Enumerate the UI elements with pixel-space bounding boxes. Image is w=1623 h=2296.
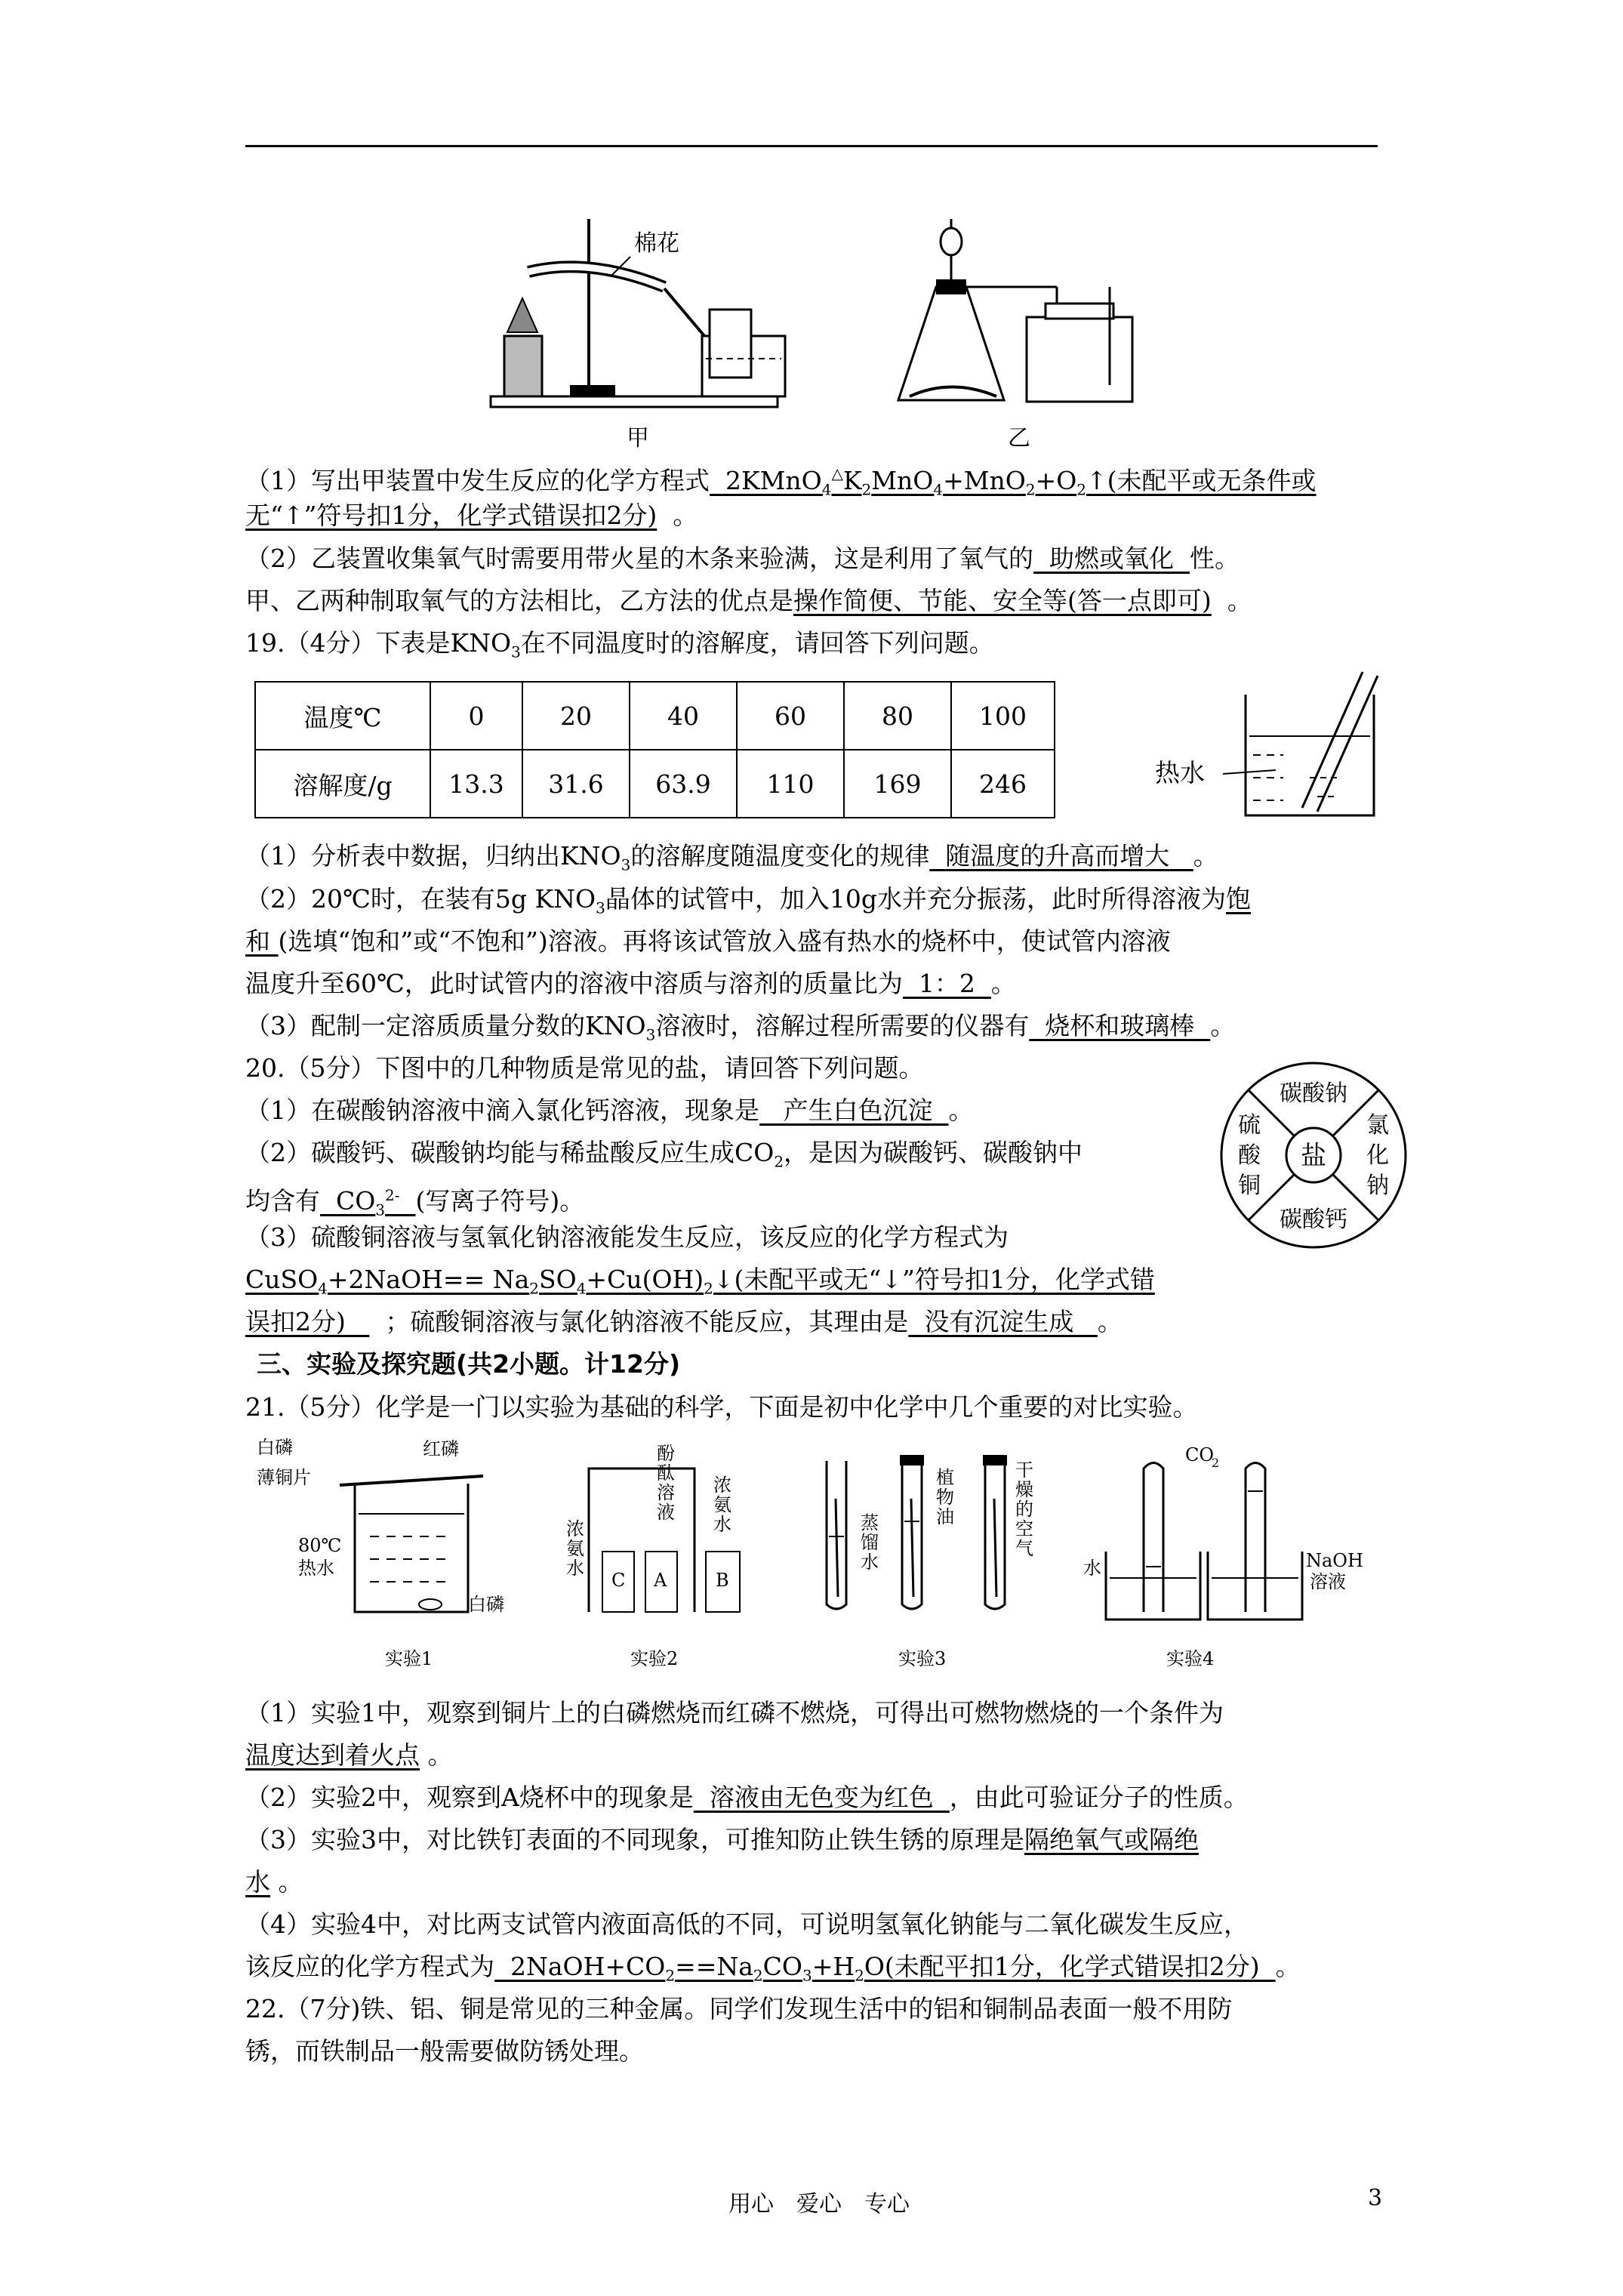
q21-answer-3b: 水 xyxy=(245,1867,270,1897)
table-head-temp: 温度℃ xyxy=(255,682,430,750)
exp1-label-red-p: 红磷 xyxy=(423,1438,459,1459)
figure-comparison-experiments xyxy=(249,1438,1381,1687)
q20-line-3: 均含有 $CO_3^{2-}$ (写离子符号)。 xyxy=(245,1186,585,1219)
wheel-left-2: 酸 xyxy=(1238,1142,1261,1169)
q19-answer-1: 随温度的升高而增大 xyxy=(945,841,1170,871)
exp1-label-white-p-top: 白磷 xyxy=(257,1438,293,1458)
table-cell: 110 xyxy=(737,750,844,818)
exp2-ammonia-left-3: 水 xyxy=(566,1558,584,1579)
section-3-title: 三、实验及探究题(共2小题。计12分) xyxy=(257,1349,681,1379)
wheel-bottom: 碳酸钙 xyxy=(1280,1207,1347,1233)
caption-jia: 甲 xyxy=(627,425,649,451)
q21-line-4: （3）实验3中，对比铁钉表面的不同现象，可推知防止铁生锈的原理是隔绝氧气或隔绝 xyxy=(245,1825,1199,1854)
exp4-label-naoh-b: 溶液 xyxy=(1310,1571,1346,1592)
q21-line-7: 该反应的化学方程式为 $2NaOH+CO_2==Na_2CO_3+H_2O$(未配平扣1分，化学式错误扣2分) 。 xyxy=(245,1952,1301,1985)
table-cell: 246 xyxy=(951,750,1055,818)
exp2-beaker-b: B xyxy=(716,1570,729,1591)
table-cell: 31.6 xyxy=(522,750,630,818)
exp2-beaker-a: A xyxy=(654,1570,667,1591)
q20-line-1: （1）在碳酸钠溶液中滴入氯化钙溶液，现象是 产生白色沉淀 。 xyxy=(245,1096,974,1125)
exp3-caption: 实验3 xyxy=(898,1648,947,1669)
wheel-center: 盐 xyxy=(1301,1141,1326,1171)
exp3-air-3: 的 xyxy=(1015,1499,1033,1520)
exp1-caption: 实验1 xyxy=(385,1648,433,1669)
exp3-oil-1: 植 xyxy=(936,1467,954,1488)
exp2-phenol-2: 酞 xyxy=(657,1462,675,1484)
exp3-water-2: 馏 xyxy=(861,1532,879,1553)
q21-answer-2: 溶液由无色变为红色 xyxy=(709,1783,934,1812)
exp1-label-water-b: 热水 xyxy=(298,1558,334,1579)
q21-answer-1: 温度达到着火点 xyxy=(245,1740,420,1770)
table-cell: 40 xyxy=(630,682,737,750)
q19-answer-3: 1：2 xyxy=(918,969,975,998)
q20-line-2: （2）碳酸钙、碳酸钠均能与稀盐酸反应生成$CO_2$，是因为碳酸钙、碳酸钠中 xyxy=(245,1138,1083,1171)
wheel-left-1: 硫 xyxy=(1238,1112,1261,1139)
exp3-water-3: 水 xyxy=(861,1552,879,1573)
table-row xyxy=(255,682,1055,750)
footer-slogan: 用心 爱心 专心 xyxy=(728,2191,910,2217)
exp2-beaker-c: C xyxy=(611,1570,626,1591)
q19-line-3: 和 (选填“饱和”或“不饱和”)溶液。再将该试管放入盛有热水的烧杯中，使试管内溶液 xyxy=(245,926,1171,956)
exp3-oil-2: 物 xyxy=(936,1487,954,1508)
q20-line-4: （3）硫酸铜溶液与氢氧化钠溶液能发生反应，该反应的化学方程式为 xyxy=(245,1222,1009,1252)
exp3-air-2: 燥 xyxy=(1015,1479,1033,1500)
q19-title: 19.（4分）下表是$KNO_3$在不同温度时的溶解度，请回答下列问题。 xyxy=(245,628,994,661)
q21-answer-4: $2NaOH+CO_2==Na_2CO_3+H_2O$(未配平扣1分，化学式错误扣2分) xyxy=(510,1952,1260,1985)
table-cell: 13.3 xyxy=(430,750,522,818)
table-cell: 20 xyxy=(522,682,630,750)
q19-line-2: （2）20℃时，在装有5g $KNO_3$晶体的试管中，加入10g水并充分振荡，此时所得溶液为饱 xyxy=(245,884,1251,917)
label-cotton: 棉花 xyxy=(634,230,679,257)
q21-line-3: （2）实验2中，观察到A烧杯中的现象是 溶液由无色变为红色 ，由此可验证分子的性质。 xyxy=(245,1783,1249,1812)
exp2-ammonia-right-3: 水 xyxy=(713,1514,731,1535)
exp3-air-5: 气 xyxy=(1015,1538,1033,1559)
table-cell: 60 xyxy=(737,682,844,750)
q21-line-2: 温度达到着火点 。 xyxy=(245,1740,453,1770)
q18-answer-1: $2KMnO_4^\triangle K_2MnO_4+MnO_2+O_2↑$(未配平或无条件或 xyxy=(725,464,1317,499)
q22-line-1: 22.（7分)铁、铝、铜是常见的三种金属。同学们发现生活中的铝和铜制品表面一般不用防 xyxy=(245,1994,1233,2023)
exp1-label-white-p-bottom: 白磷 xyxy=(468,1594,504,1615)
header-rule xyxy=(245,145,1378,147)
q22-line-2: 锈，而铁制品一般需要做防锈处理。 xyxy=(245,2036,644,2066)
q20-answer-1: 产生白色沉淀 xyxy=(783,1096,933,1125)
q18-line-3: （2）乙装置收集氧气时需要用带火星的木条来验满，这是利用了氧气的 助燃或氧化 性。 xyxy=(245,544,1240,573)
exp3-oil-3: 油 xyxy=(936,1506,954,1527)
q18-answer-3: 操作简便、节能、安全等(答一点即可) xyxy=(793,586,1212,615)
wheel-right-2: 化 xyxy=(1366,1142,1389,1169)
wheel-left-3: 铜 xyxy=(1238,1173,1261,1199)
table-cell: 169 xyxy=(844,750,951,818)
exp1-label-copper: 薄铜片 xyxy=(257,1467,311,1488)
exp2-ammonia-right-2: 氨 xyxy=(713,1494,731,1515)
wheel-right-1: 氯 xyxy=(1366,1112,1389,1139)
exp4-label-co2: CO xyxy=(1185,1444,1215,1465)
figure-salt-wheel xyxy=(1215,1057,1412,1253)
q19-answer-4: 烧杯和玻璃棒 xyxy=(1045,1011,1195,1040)
q21-line-5: 水 。 xyxy=(245,1867,303,1897)
q20-line-5 xyxy=(245,1263,1155,1305)
exp2-ammonia-left-1: 浓 xyxy=(566,1518,584,1539)
table-row xyxy=(255,750,1055,818)
beaker-label: 热水 xyxy=(1155,758,1205,787)
wheel-top: 碳酸钠 xyxy=(1280,1080,1347,1107)
table-cell: 100 xyxy=(951,682,1055,750)
q19-line-4: 温度升至60℃，此时试管内的溶液中溶质与溶剂的质量比为 1：2 。 xyxy=(245,969,1016,998)
q21-line-1: （1）实验1中，观察到铜片上的白磷燃烧而红磷不燃烧，可得出可燃物燃烧的一个条件为 xyxy=(245,1698,1224,1727)
q19-line-1: （1）分析表中数据，归纳出$KNO_3$的溶解度随温度变化的规律 随温度的升高而增大 。 xyxy=(245,841,1218,874)
exp4-caption: 实验4 xyxy=(1166,1648,1215,1669)
page-number: 3 xyxy=(1368,2185,1383,2211)
exp4-label-naoh-a: NaOH xyxy=(1306,1550,1363,1571)
figure-oxygen-apparatus xyxy=(476,204,1155,453)
table-cell: 63.9 xyxy=(630,750,737,818)
q19-answer-2b: 和 xyxy=(245,926,270,956)
exp2-phenol-3: 溶 xyxy=(657,1482,675,1503)
q20-answer-3: CuSO$_4$+2NaOH== $Na_2SO_4+Cu(OH)_2↓$(未配平或无“↓”符号扣1分，化学式错 xyxy=(245,1265,1155,1298)
exp2-caption: 实验2 xyxy=(630,1648,679,1669)
table-cell: 80 xyxy=(844,682,951,750)
exp3-water-1: 蒸 xyxy=(861,1512,879,1533)
q18-line-1: （1）写出甲装置中发生反应的化学方程式 $2KMnO_4^\triangle K_2MnO_4+MnO_2+O_2↑$(未配平或无条件或 xyxy=(245,464,1317,499)
q18-line-4: 甲、乙两种制取氧气的方法相比，乙方法的优点是操作简便、节能、安全等(答一点即可) 。 xyxy=(245,586,1252,615)
q20-line-6: 误扣2分) ；硫酸铜溶液与氯化钠溶液不能反应，其理由是 没有沉淀生成 。 xyxy=(245,1307,1123,1336)
q20-answer-4: 没有沉淀生成 xyxy=(924,1307,1074,1336)
q21-line-6: （4）实验4中，对比两支试管内液面高低的不同，可说明氢氧化钠能与二氧化碳发生反应， xyxy=(245,1909,1249,1939)
table-cell: 0 xyxy=(430,682,522,750)
exp3-air-4: 空 xyxy=(1015,1518,1033,1539)
q20-title: 20.（5分）下图中的几种物质是常见的盐，请回答下列问题。 xyxy=(245,1053,924,1083)
q21-answer-3a: 隔绝氧气或隔绝 xyxy=(1024,1825,1199,1854)
q20-answer-2: $CO_3^{2-}$ xyxy=(335,1186,400,1219)
figure-beaker-hot-water xyxy=(1155,664,1404,831)
q19-answer-2a: 饱 xyxy=(1225,884,1251,914)
exp3-air-1: 干 xyxy=(1015,1459,1033,1481)
svg-text:2: 2 xyxy=(1212,1456,1220,1470)
exp1-label-water-a: 80℃ xyxy=(298,1535,342,1556)
table-head-solubility: 溶解度/g xyxy=(255,750,430,818)
q21-title: 21.（5分）化学是一门以实验为基础的科学，下面是初中化学中几个重要的对比实验。 xyxy=(245,1392,1198,1422)
q18-line-2: 无“↑”符号扣1分，化学式错误扣2分) 。 xyxy=(245,501,698,530)
caption-yi: 乙 xyxy=(1008,425,1030,451)
exp2-phenol-4: 液 xyxy=(657,1502,675,1523)
kno3-solubility-table xyxy=(254,681,1055,818)
exp4-label-water: 水 xyxy=(1083,1558,1101,1579)
exp2-ammonia-left-2: 氨 xyxy=(566,1538,584,1559)
wheel-right-3: 钠 xyxy=(1366,1173,1389,1199)
q19-line-5: （3）配制一定溶质质量分数的$KNO_3$溶液时，溶解过程所需要的仪器有 烧杯和玻璃棒 。 xyxy=(245,1011,1236,1044)
exp2-ammonia-right-1: 浓 xyxy=(713,1475,731,1496)
exp2-phenol-1: 酚 xyxy=(657,1443,675,1464)
q18-answer-2: 助燃或氧化 xyxy=(1049,544,1174,573)
